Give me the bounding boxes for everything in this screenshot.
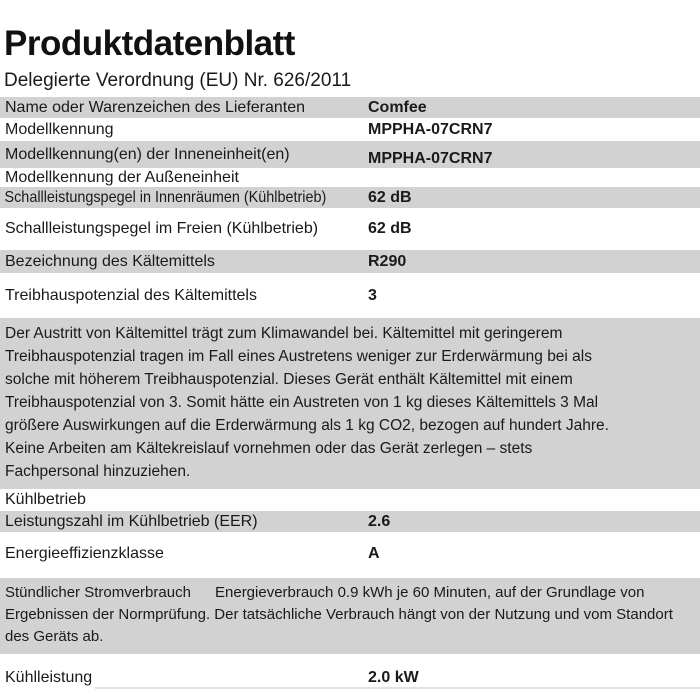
consumption-note	[0, 578, 700, 654]
table-row	[0, 250, 700, 273]
note-line	[5, 582, 700, 604]
row-value: 2.0 kW	[368, 669, 419, 686]
row-value: 62 dB	[368, 220, 412, 237]
cooling-section-heading: Kühlbetrieb	[5, 491, 86, 508]
row-value: R290	[368, 252, 407, 270]
row-value: Comfee	[368, 98, 427, 116]
note-line: Fachpersonal hinzuziehen.	[5, 463, 191, 480]
table-row	[0, 532, 700, 575]
refrigerant-note	[0, 318, 700, 489]
table-row	[0, 97, 700, 118]
table-row	[0, 273, 700, 318]
row-value: 2.6	[368, 512, 391, 530]
row-value: 62 dB	[368, 188, 412, 206]
note-line: Ergebnissen der Normprüfung. Der tatsächliche Verbrauch hängt von der Nutzung und vom Standort	[5, 606, 673, 623]
bottom-divider	[95, 687, 700, 689]
regulation-subtitle: Delegierte Verordnung (EU) Nr. 626/2011	[4, 70, 352, 91]
row-value: MPPHA-07CRN7	[368, 120, 493, 138]
note-line: Treibhauspotenzial von 3. Somit hätte ein Austreten von 1 kg dieses Kältemittels 3 Mal	[5, 394, 599, 411]
row-label: Modellkennung der Außeneinheit	[5, 168, 239, 186]
row-value: MPPHA-07CRN7	[368, 149, 493, 167]
table-row	[0, 511, 700, 532]
row-label: Schallleistungspegel in Innenräumen (Kühlbetrieb)	[4, 188, 327, 206]
row-label: Modellkennung(en) der Inneneinheit(en)	[5, 145, 290, 163]
row-value: A	[368, 544, 380, 562]
row-label: Modellkennung	[5, 120, 114, 138]
table-row	[0, 187, 700, 208]
note-line: Keine Arbeiten am Kältekreislauf vornehmen oder das Gerät zerlegen – stets	[5, 440, 533, 457]
table-row	[0, 118, 700, 141]
row-label: Bezeichnung des Kältemittels	[5, 252, 215, 270]
row-label: Treibhauspotenzial des Kältemittels	[5, 286, 257, 304]
row-label: Energieeffizienzklasse	[5, 544, 164, 562]
row-label: Schallleistungspegel im Freien (Kühlbetrieb)	[5, 220, 319, 237]
consumption-label: Stündlicher Stromverbrauch	[5, 584, 191, 601]
row-value: 3	[368, 286, 377, 304]
table-row	[0, 208, 700, 250]
datasheet-table	[0, 97, 700, 318]
note-line: des Geräts ab.	[5, 628, 104, 645]
consumption-text: Energieverbrauch 0.9 kWh je 60 Minuten, auf der Grundlage von	[215, 584, 645, 601]
note-line: Treibhauspotenzial tragen im Fall eines Austretens weniger zur Erderwärmung bei als	[5, 348, 592, 365]
row-label: Leistungszahl im Kühlbetrieb (EER)	[5, 512, 258, 530]
table-row	[0, 168, 700, 187]
page-title: Produktdatenblatt	[4, 24, 295, 63]
note-line: größere Auswirkungen auf die Erderwärmung als 1 kg CO2, bezogen auf hundert Jahre.	[5, 417, 609, 434]
note-line: Der Austritt von Kältemittel trägt zum Klimawandel bei. Kältemittel mit geringerem	[5, 325, 563, 342]
row-label: Name oder Warenzeichen des Lieferanten	[5, 98, 306, 116]
table-row	[0, 141, 700, 168]
note-line: solche mit höherem Treibhauspotenzial. Dieses Gerät enthält Kältemittel mit einem	[5, 371, 573, 388]
row-label: Kühlleistung	[5, 669, 93, 686]
